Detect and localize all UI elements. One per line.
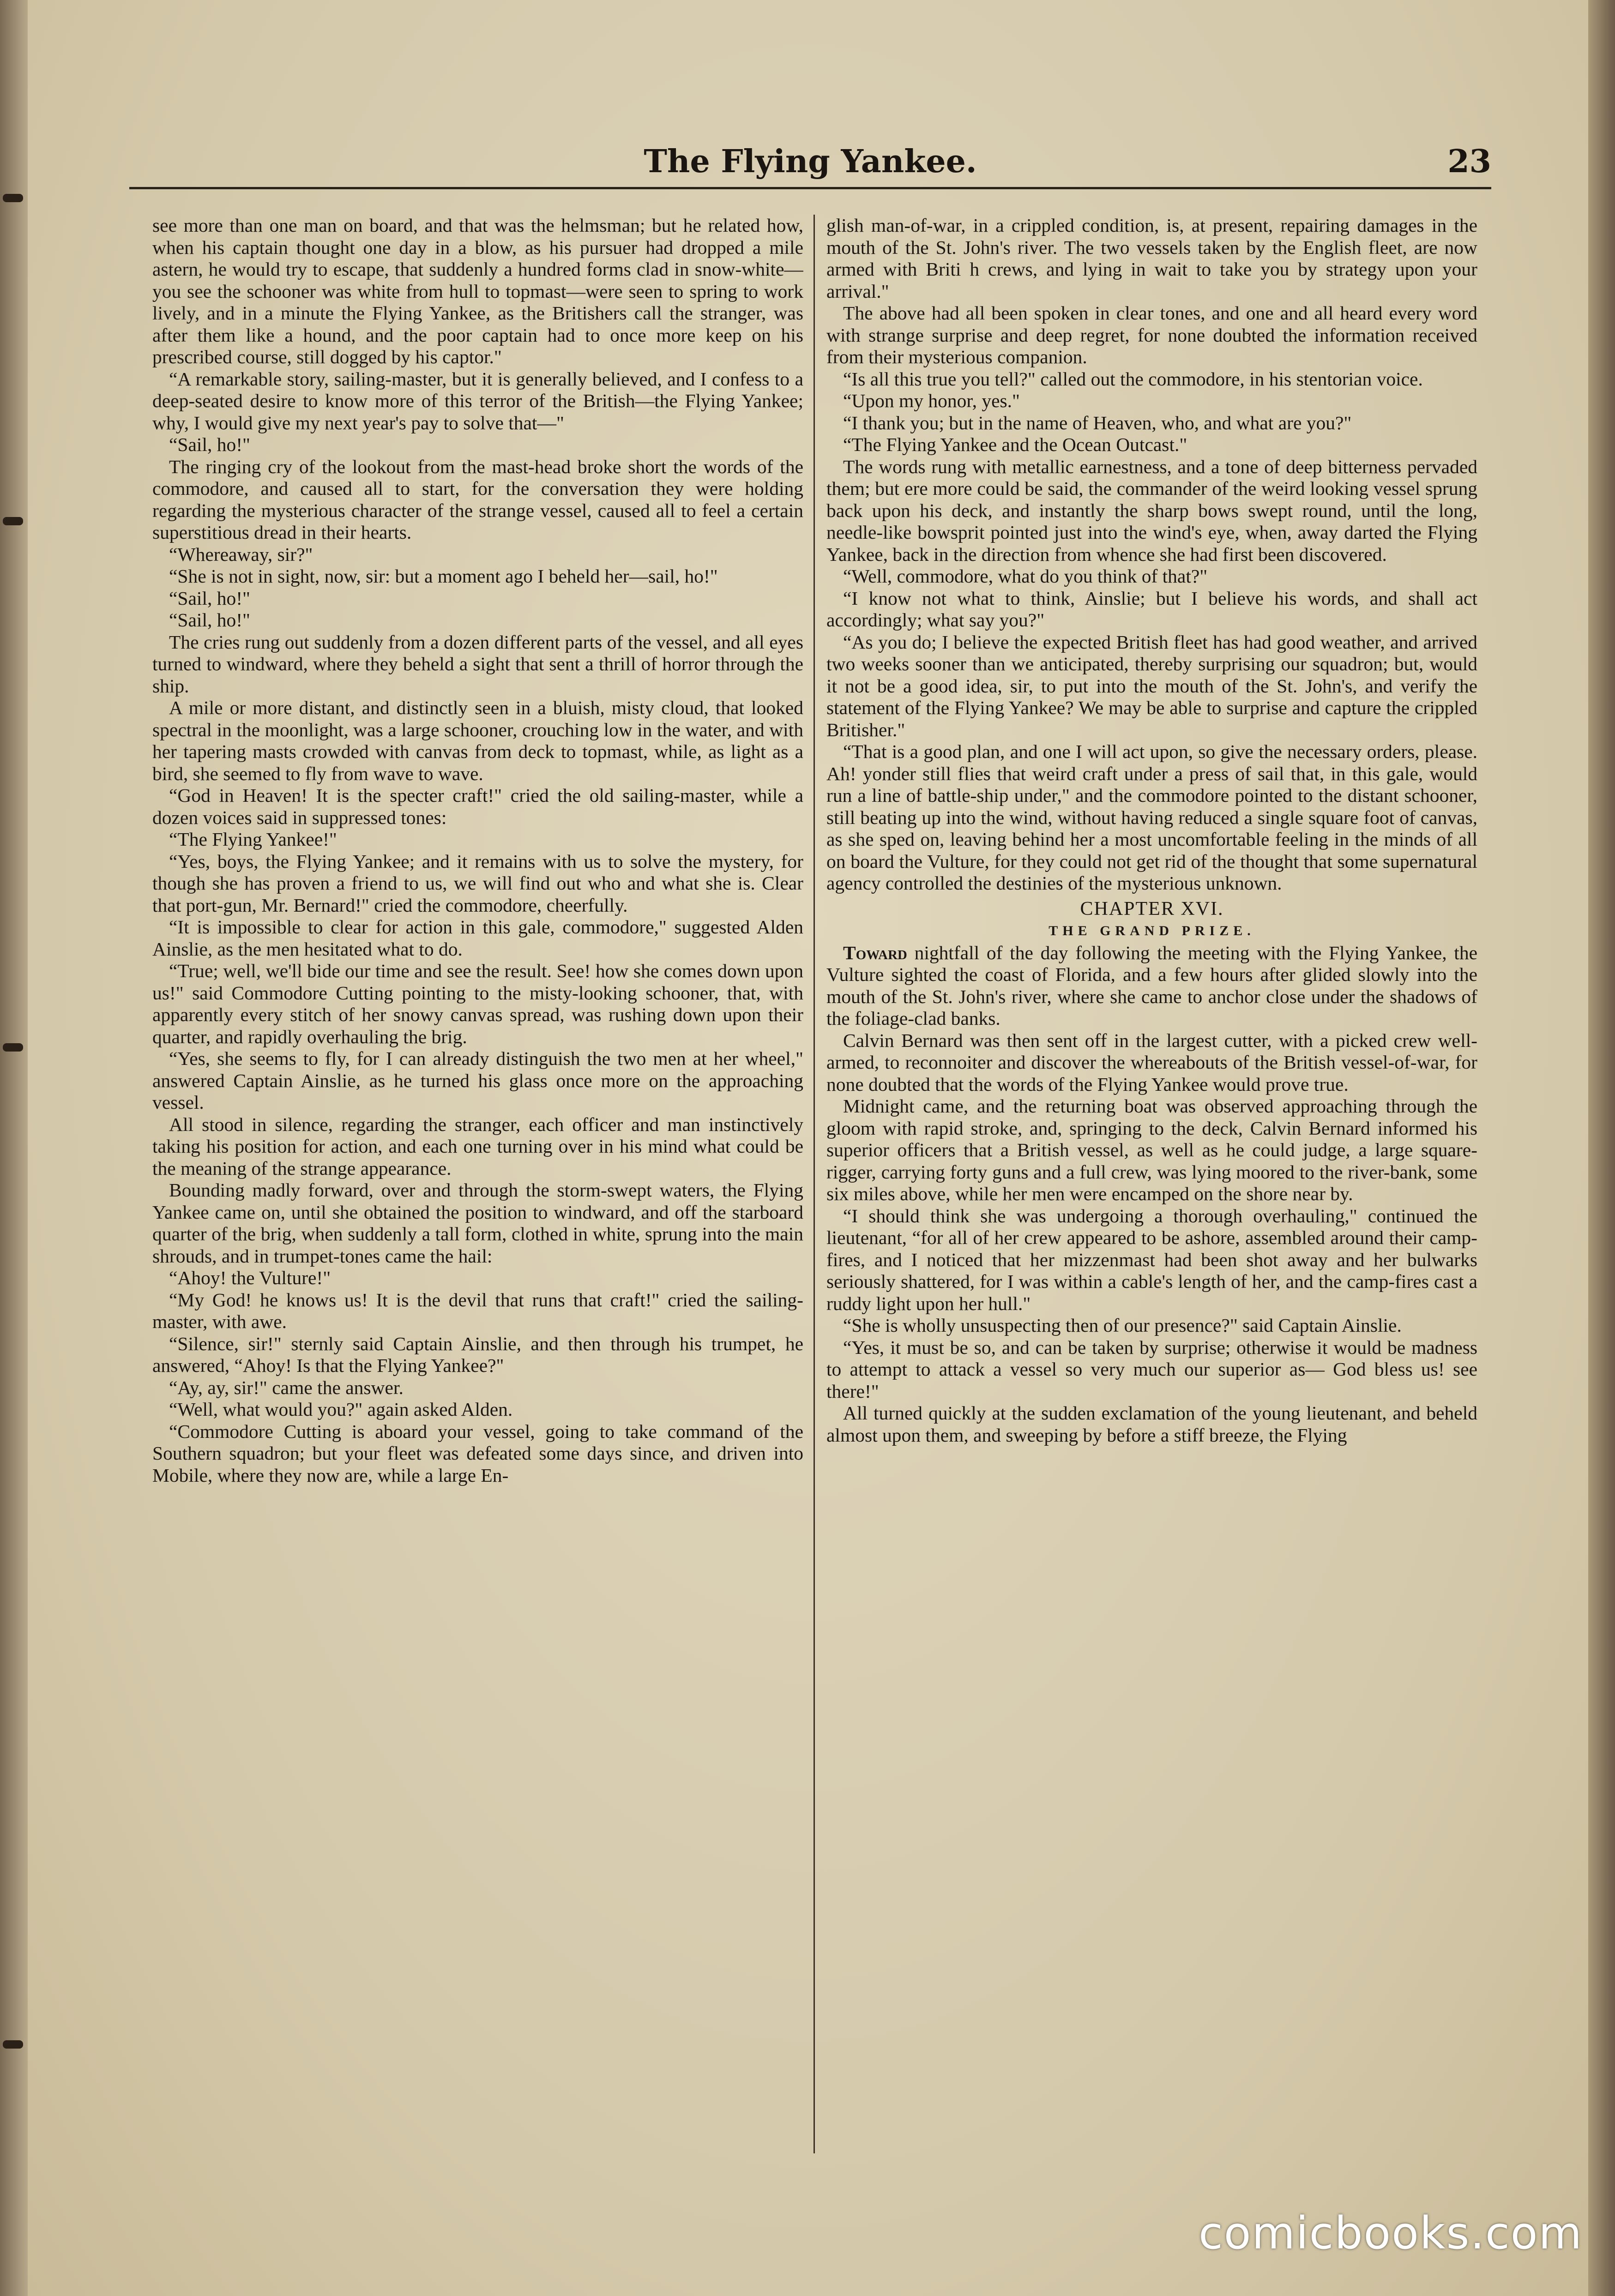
- right-column-part-1: [826, 215, 1477, 895]
- page-number: 23: [1447, 143, 1491, 180]
- chapter-lead-word: Toward: [843, 942, 907, 963]
- paragraph: see more than one man on board, and that was the helmsman; but he related how, when his captain thought one day in a blow, as his pursuer had dropped a mile astern, he would try to escape, that suddenly a hundred forms clad in snow-white—you see the schooner was white from hull to topmast—were seen to spring to work lively, and in a minute the Flying Yankee, as the Britishers call the stranger, was after them like a hound, and the poor captain had to once more keep on his prescribed course, still dogged by his captor.": [152, 215, 803, 367]
- paragraph: “Well, commodore, what do you think of that?": [843, 565, 1208, 587]
- paragraph: “Sail, ho!": [169, 587, 250, 609]
- paragraph: Midnight came, and the returning boat was observed approaching through the gloom with rapid stroke, and, springing to the deck, Calvin Bernard informed his superior officers that a British vessel, as well as he could judge, a large square-rigger, carrying forty guns and a full crew, was lying moored to the river-bank, some six miles above, while her men were encamped on the shore near by.: [826, 1095, 1477, 1204]
- right-column-part-2: [826, 942, 1477, 1447]
- paragraph: The cries rung out suddenly from a dozen different parts of the vessel, and all eyes turned to windward, where they beheld a sight that sent a thrill of horror through the ship.: [152, 631, 803, 697]
- paragraph: “Sail, ho!": [169, 434, 250, 455]
- paragraph: “Yes, she seems to fly, for I can already distinguish the two men at her wheel," answered Captain Ainslie, as he turned his glass once more on the approaching vessel.: [152, 1048, 803, 1113]
- paragraph: “Upon my honor, yes.": [843, 390, 1020, 411]
- binding-hole: [3, 517, 23, 525]
- paragraph: “Silence, sir!" sternly said Captain Ainslie, and then through his trumpet, he answered, “Ahoy! Is that the Flying Yankee?": [152, 1333, 803, 1376]
- paragraph: The ringing cry of the lookout from the mast-head broke short the words of the commodore, and caused all to start, for the conversation they were holding regarding the mysterious character of the strange vessel, caused all to feel a certain superstitious dread in their hearts.: [152, 456, 803, 543]
- paragraph: “Is all this true you tell?" called out the commodore, in his stentorian voice.: [843, 368, 1423, 390]
- paragraph: “Whereaway, sir?": [169, 543, 313, 565]
- paragraph: The above had all been spoken in clear tones, and one and all heard every word with strange surprise and deep regret, for none doubted the information received from their mysterious companion.: [826, 302, 1477, 367]
- chapter-heading: CHAPTER XVI.: [1080, 898, 1224, 920]
- paragraph: A mile or more distant, and distinctly seen in a bluish, misty cloud, that looked spectral in the moonlight, was a large schooner, crouching low in the water, and with her tapering masts crowded with canvas from deck to topmast, while, as light as a bird, she seemed to fly from wave to wave.: [152, 697, 803, 784]
- right-column: [826, 215, 1477, 2158]
- page-right-edge: [1588, 0, 1615, 2296]
- paragraph: “My God! he knows us! It is the devil that runs that craft!" cried the sailing-master, with awe.: [152, 1289, 803, 1332]
- paragraph: glish man-of-war, in a crippled condition, is, at present, repairing damages in the mouth of the St. John's river. The two vessels taken by the English fleet, are now armed with Briti h crews, and lying in wait to take you by strategy upon your arrival.": [826, 215, 1477, 302]
- paragraph: The words rung with metallic earnestness, and a tone of deep bitterness pervaded them; but ere more could be said, the commander of the weird looking vessel sprung back upon his deck, and instantly the sharp bows swept round, until the long, needle-like bowsprit pointed just into the wind's eye, when, away darted the Flying Yankee, back in the direction from whence she had first been discovered.: [826, 456, 1477, 565]
- paragraph: “Commodore Cutting is aboard your vessel, going to take command of the Southern squadron; but your fleet was defeated some days since, and driven into Mobile, where they now are, while a large En-: [152, 1420, 803, 1486]
- binding-hole: [3, 194, 23, 202]
- binding-hole: [3, 2040, 23, 2049]
- running-header: [129, 138, 1491, 189]
- paragraph: “She is not in sight, now, sir: but a moment ago I beheld her—sail, ho!": [169, 565, 718, 587]
- paragraph: “The Flying Yankee and the Ocean Outcast.": [843, 434, 1187, 455]
- paragraph: “Sail, ho!": [169, 609, 250, 631]
- header-rule: [129, 187, 1491, 189]
- paragraph: “Well, what would you?" again asked Alden.: [169, 1399, 513, 1420]
- paragraph: “I should think she was undergoing a thorough overhauling," continued the lieutenant, “for all of her crew appeared to be ashore, assembled around their camp-fires, and I noticed that her mizzenmast had been shot away and her bulwarks seriously shattered, for I was within a cable's length of her, and the camp-fires cast a ruddy light upon her hull.": [826, 1205, 1477, 1314]
- paragraph: Calvin Bernard was then sent off in the largest cutter, with a picked crew well-armed, to reconnoiter and discover the whereabouts of the British vessel-of-war, for none doubted that the words of the Flying Yankee would prove true.: [826, 1029, 1477, 1095]
- paragraph: “I know not what to think, Ainslie; but I believe his words, and shall act accordingly; what say you?": [826, 587, 1477, 631]
- paragraph: “She is wholly unsuspecting then of our presence?" said Captain Ainslie.: [843, 1315, 1402, 1336]
- binding-edge: [0, 0, 28, 2296]
- left-column: [152, 215, 803, 2158]
- paragraph: “Yes, it must be so, and can be taken by surprise; otherwise it would be madness to attempt to attack a vessel so very much our superior as— God bless us! see there!": [826, 1336, 1477, 1402]
- paragraph: All turned quickly at the sudden exclamation of the young lieutenant, and beheld almost upon them, and sweeping by before a stiff breeze, the Flying: [826, 1402, 1477, 1446]
- paragraph: Bounding madly forward, over and through the storm-swept waters, the Flying Yankee came on, until she obtained the position to windward, and off the starboard quarter of the brig, when suddenly a tall form, clothed in white, sprung into the main shrouds, and in trumpet-tones came the hail:: [152, 1179, 803, 1267]
- paragraph: Toward nightfall of the day following the meeting with the Flying Yankee, the Vulture sighted the coast of Florida, and a few hours after glided slowly into the mouth of the St. John's river, where she came to anchor close under the shadows of the foliage-clad banks.: [826, 942, 1477, 1029]
- column-divider: [814, 215, 815, 2153]
- paragraph: “That is a good plan, and one I will act upon, so give the necessary orders, please. Ah! yonder still flies that weird craft under a press of sail that, in this gale, would run a line of battle-ship under," and the commodore pointed to the distant schooner, still beating up into the wind, without having reduced a single square foot of canvas, as she sped on, leaving behind her a most uncomfortable feeling in the minds of all on board the Vulture, for they could not get rid of the thought that some supernatural agency controlled the destinies of the mysterious unknown.: [826, 741, 1477, 894]
- paragraph: “True; well, we'll bide our time and see the result. See! how she comes down upon us!" said Commodore Cutting pointing to the misty-looking schooner, that, with apparently every stitch of her snowy canvas spread, was rushing down upon their quarter, and rapidly overhauling the brig.: [152, 960, 803, 1047]
- paragraph: “The Flying Yankee!": [169, 829, 337, 850]
- paragraph: “Ay, ay, sir!" came the answer.: [169, 1376, 404, 1398]
- paragraph: “Yes, boys, the Flying Yankee; and it remains with us to solve the mystery, for though she has proven a friend to us, we will find out who and what she is. Clear that port-gun, Mr. Bernard!" cried the commodore, cheerfully.: [152, 850, 803, 916]
- paragraph: All stood in silence, regarding the stranger, each officer and man instinctively taking his position for action, and each one turning over in his mind what could be the meaning of the strange appearance.: [152, 1113, 803, 1179]
- page-title: The Flying Yankee.: [644, 143, 977, 180]
- paragraph: “A remarkable story, sailing-master, but it is generally believed, and I confess to a deep-seated desire to know more of this terror of the British—the Flying Yankee; why, I would give my next year's pay to solve that—": [152, 368, 803, 433]
- binding-hole: [3, 1043, 23, 1052]
- paragraph: “I thank you; but in the name of Heaven, who, and what are you?": [843, 412, 1352, 433]
- paragraph: “Ahoy! the Vulture!": [169, 1267, 331, 1288]
- paragraph: “It is impossible to clear for action in this gale, commodore," suggested Alden Ainslie, as the men hesitated what to do.: [152, 916, 803, 960]
- paragraph: “As you do; I believe the expected British fleet has had good weather, and arrived two weeks sooner than we anticipated, thereby surprising our squadron; but, would it not be a good idea, sir, to put into the mouth of the St. John's, and verify the statement of the Flying Yankee? We may be able to surprise and capture the crippled Britisher.": [826, 631, 1477, 740]
- watermark: comicbooks.com: [1198, 2207, 1583, 2259]
- chapter-subtitle: THE GRAND PRIZE.: [1049, 923, 1255, 938]
- paragraph: “God in Heaven! It is the specter craft!" cried the old sailing-master, while a dozen voices said in suppressed tones:: [152, 785, 803, 828]
